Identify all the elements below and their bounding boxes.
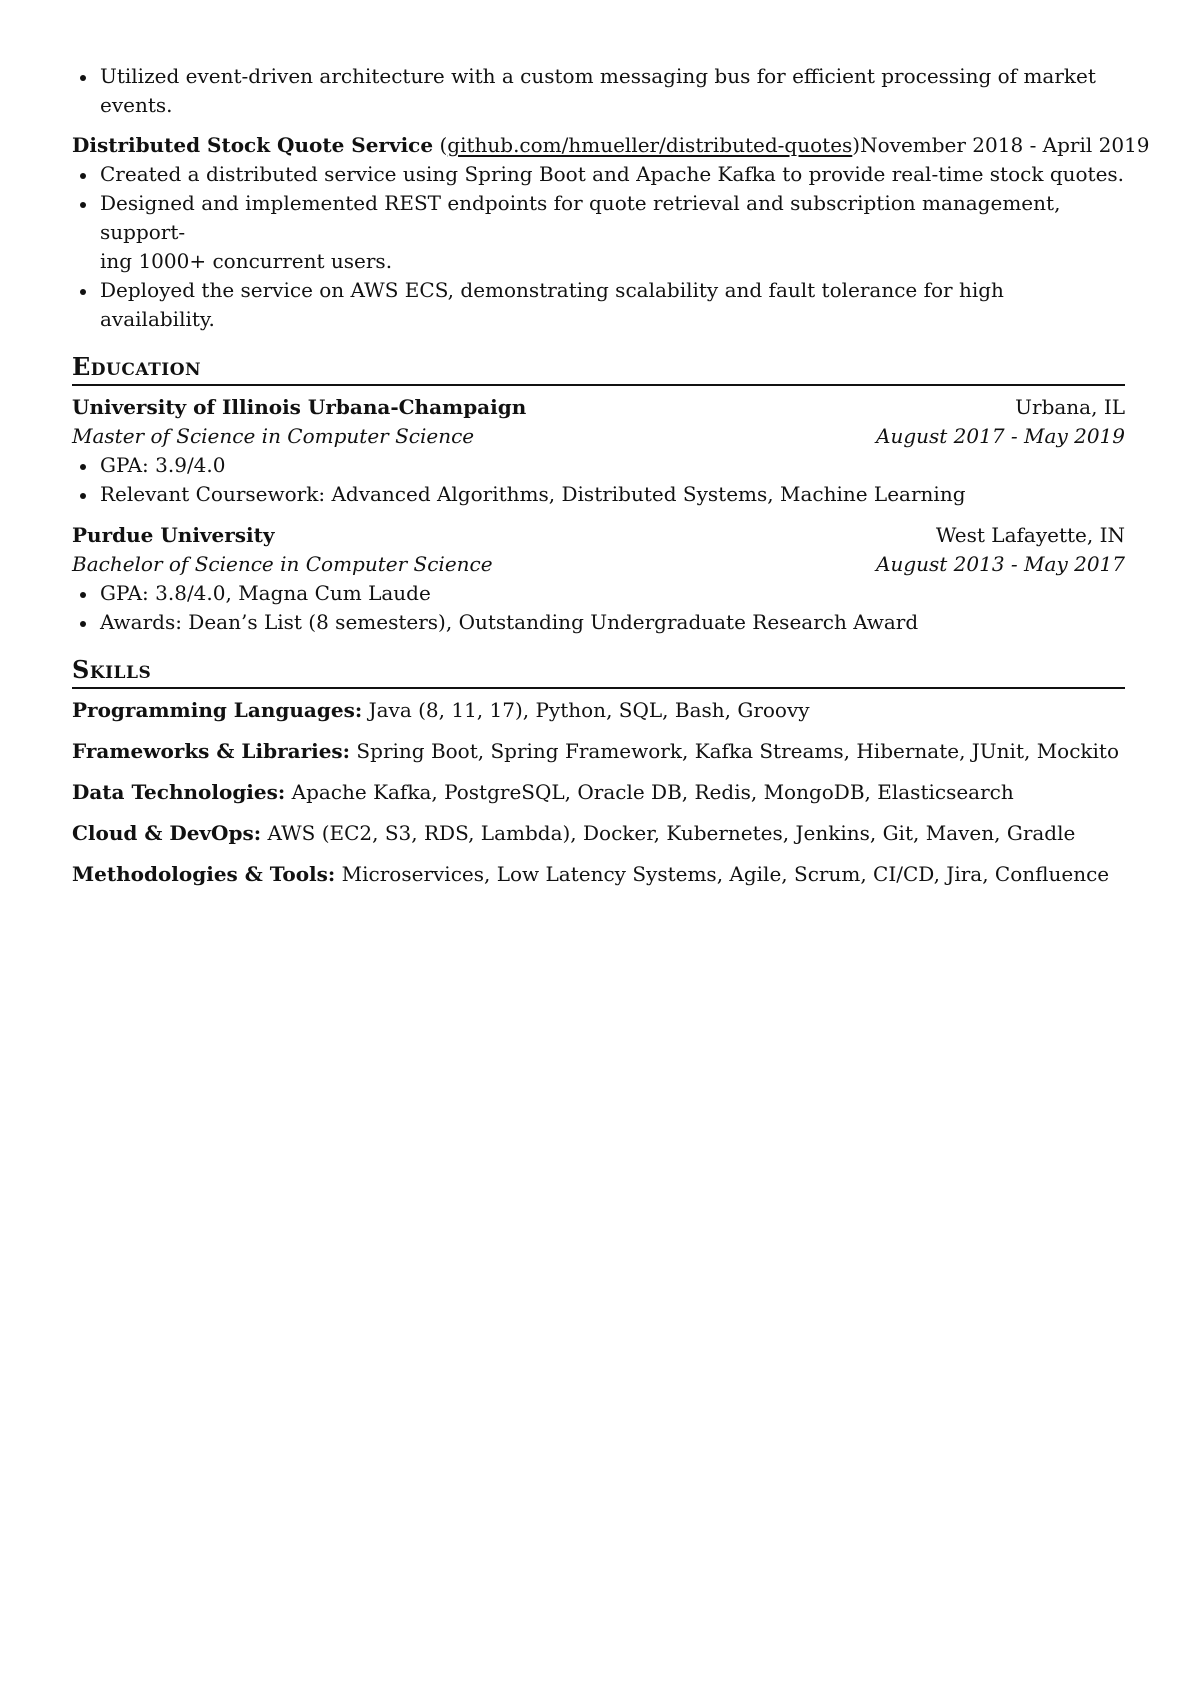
degree-row (72, 550, 1125, 579)
project-title-line (72, 131, 860, 160)
school-location: Urbana, IL (1015, 395, 1125, 419)
skill-line (72, 696, 1125, 725)
bullet-item: Designed and implemented REST endpoints for quote retrieval and subscription management, support- ing 1000+ concurrent users. (72, 189, 1125, 276)
bullet-item: Created a distributed service using Spring Boot and Apache Kafka to provide real-time stock quotes. (72, 160, 1125, 189)
degree-row (72, 422, 1125, 451)
school-row (72, 521, 1125, 550)
school-location: West Lafayette, IN (935, 523, 1125, 547)
skill-line (72, 819, 1125, 848)
skill-value: Spring Boot, Spring Framework, Kafka Streams, Hibernate, JUnit, Mockito (350, 739, 1120, 763)
skill-value: Java (8, 11, 17), Python, SQL, Bash, Groovy (362, 698, 810, 722)
school-name: University of Illinois Urbana-Champaign (72, 395, 527, 419)
skill-label: Cloud & DevOps: (72, 821, 262, 845)
skill-value: AWS (EC2, S3, RDS, Lambda), Docker, Kubernetes, Jenkins, Git, Maven, Gradle (261, 821, 1076, 845)
degree-name: Master of Science in Computer Science (72, 424, 475, 448)
bullet-item: Utilized event-driven architecture with a custom messaging bus for efficient processing of market events. (72, 62, 1125, 120)
close-paren: ) (852, 133, 861, 157)
project-dates: November 2018 - April 2019 (860, 133, 1150, 157)
bullet-item: Awards: Dean’s List (8 semesters), Outstanding Undergraduate Research Award (72, 608, 1125, 637)
skill-label: Programming Languages: (72, 698, 363, 722)
degree-dates: August 2013 - May 2017 (876, 552, 1125, 576)
skill-label: Data Technologies: (72, 780, 286, 804)
skill-line (72, 737, 1125, 766)
bullet-item: GPA: 3.8/4.0, Magna Cum Laude (72, 579, 1125, 608)
education-bullets (72, 579, 1125, 637)
skill-label: Frameworks & Libraries: (72, 739, 351, 763)
previous-project-bullets (72, 62, 1125, 120)
degree-dates: August 2017 - May 2019 (876, 424, 1125, 448)
skill-value: Microservices, Low Latency Systems, Agile, Scrum, CI/CD, Jira, Confluence (335, 862, 1110, 886)
project-link[interactable]: github.com/hmueller/distributed-quotes (447, 133, 853, 157)
skill-value: Apache Kafka, PostgreSQL, Oracle DB, Redis, MongoDB, Elasticsearch (285, 780, 1014, 804)
education-entry (72, 393, 1125, 509)
skill-line (72, 778, 1125, 807)
bullet-item: Deployed the service on AWS ECS, demonstrating scalability and fault tolerance for high availability. (72, 276, 1125, 334)
skills-heading: Skills (72, 655, 1125, 689)
project-title: Distributed Stock Quote Service (72, 133, 434, 157)
school-name: Purdue University (72, 523, 275, 547)
education-entry (72, 521, 1125, 637)
skill-label: Methodologies & Tools: (72, 862, 336, 886)
skill-line (72, 860, 1125, 889)
project-header (72, 131, 1150, 160)
resume-page (72, 62, 1150, 889)
bullet-item: Relevant Coursework: Advanced Algorithms, Distributed Systems, Machine Learning (72, 480, 1125, 509)
education-heading: Education (72, 352, 1125, 386)
education-bullets (72, 451, 1125, 509)
open-paren: ( (439, 133, 448, 157)
school-row (72, 393, 1125, 422)
bullet-item: GPA: 3.9/4.0 (72, 451, 1125, 480)
project-bullets (72, 160, 1125, 334)
degree-name: Bachelor of Science in Computer Science (72, 552, 493, 576)
